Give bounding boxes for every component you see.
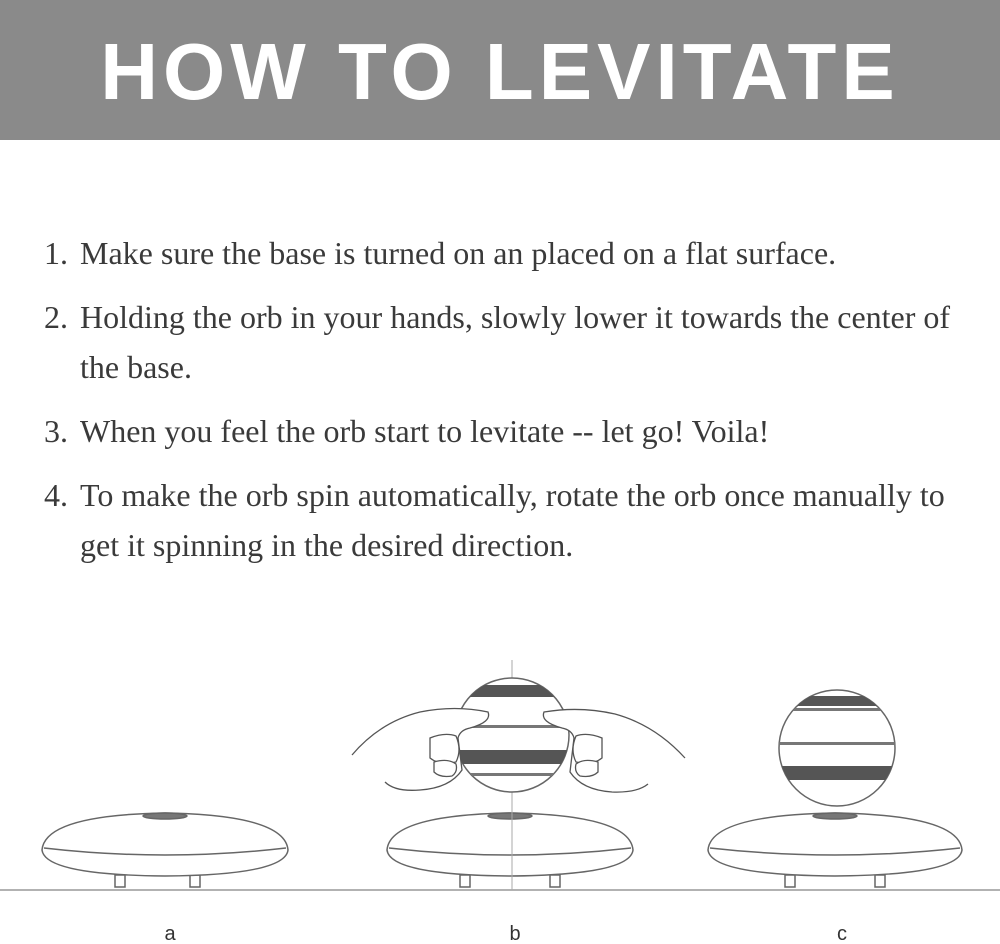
step-text: Holding the orb in your hands, slowly lower it towards the center of the base. (80, 299, 951, 385)
step-number: 2. (44, 299, 68, 335)
base-a (42, 813, 288, 887)
page-title: HOW TO LEVITATE (100, 27, 900, 116)
step-2 (44, 292, 964, 392)
label-a: a (164, 923, 176, 944)
step-text: Make sure the base is turned on an placed on a flat surface. (80, 235, 837, 271)
step-number: 4. (44, 477, 68, 513)
orb-b (450, 678, 580, 792)
step-1 (44, 228, 964, 278)
step-number: 1. (44, 235, 68, 271)
base-b (387, 813, 633, 887)
step-text: To make the orb spin automatically, rotate the orb once manually to get it spinning in the desired direction. (80, 477, 945, 563)
step-number: 3. (44, 413, 68, 449)
instruction-list (44, 228, 964, 584)
step-text: When you feel the orb start to levitate -- let go! Voila! (80, 413, 770, 449)
step-3 (44, 406, 964, 456)
label-c: c (837, 923, 847, 944)
title-banner (0, 0, 1000, 140)
orb-c (770, 690, 910, 806)
base-c (708, 813, 962, 887)
levitation-illustration (0, 650, 1000, 944)
label-b: b (509, 923, 521, 944)
step-4 (44, 470, 964, 570)
